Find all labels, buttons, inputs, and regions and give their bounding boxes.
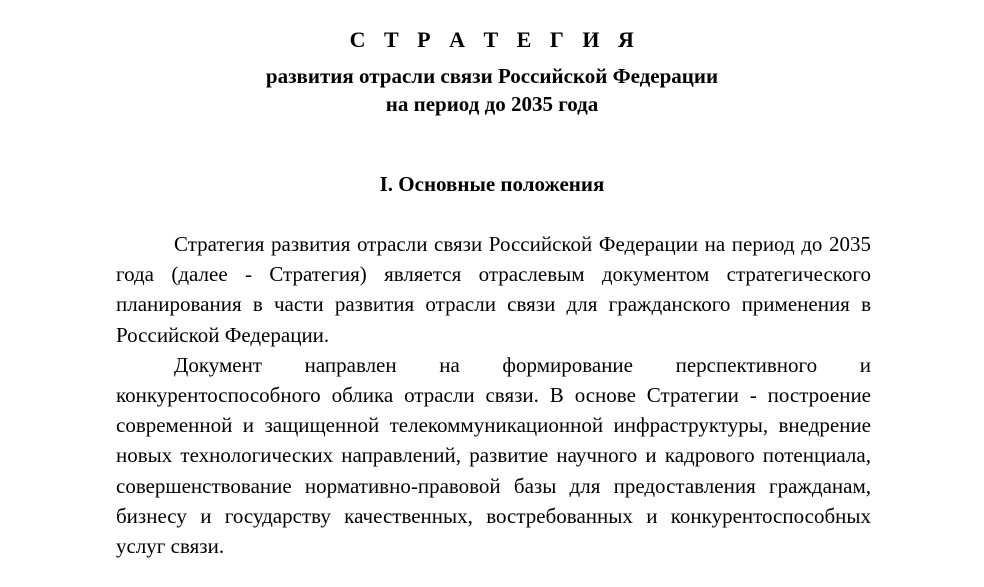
document-subtitle-line-1: развития отрасли связи Российской Федерации xyxy=(265,64,719,88)
document-subtitle-line-2: на период до 2035 года xyxy=(385,92,599,116)
section-heading: I. Основные положения xyxy=(379,172,605,196)
document-title: С Т Р А Т Е Г И Я xyxy=(349,27,641,52)
paragraph-2: Документ направлен на формирование перспективного и конкурентоспособного облика отрасли связи. В основе Стратегии - построение современной и защищенной телекоммуникационной инфраструктуры, внедрение новых технологических направлений, развитие научного и кадрового потенциала, совершенствование нормативно-правовой базы для предоставления гражданам, бизнесу и государству качественных, востребованных и конкурентоспособных услуг связи. xyxy=(116,352,871,559)
section-body xyxy=(116,229,871,561)
paragraph-1: Стратегия развития отрасли связи Российской Федерации на период до 2035 года (далее - Стратегия) является отраслевым документом стратегического планирования в части развития отрасли связи для гражданского применения в Российской Федерации. xyxy=(116,232,871,347)
